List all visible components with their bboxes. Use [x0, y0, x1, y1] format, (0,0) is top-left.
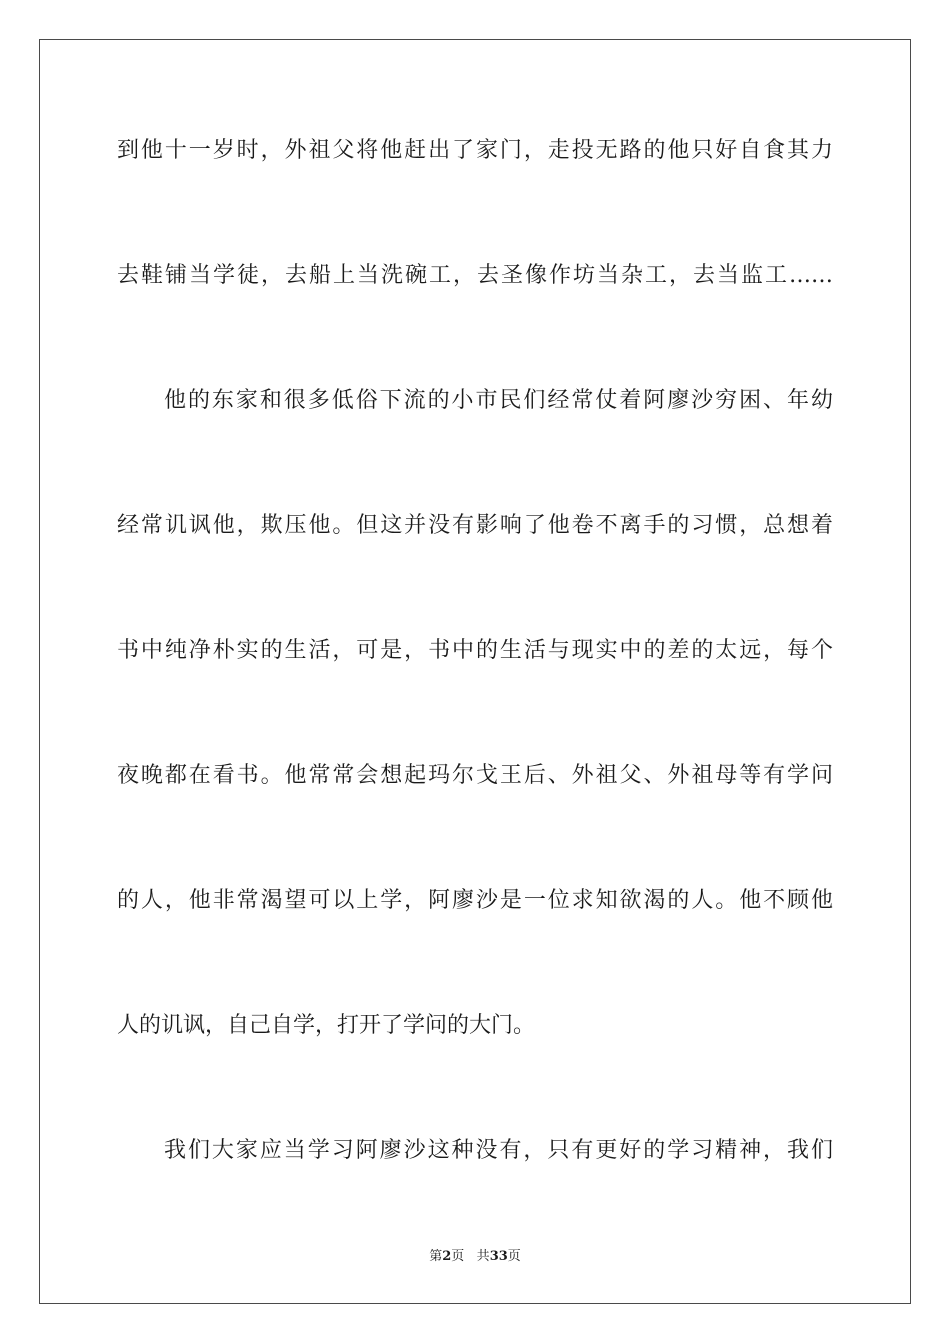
footer-page-prefix: 第 [429, 1249, 443, 1264]
paragraph-end-line: 人的讥讽，自己自学，打开了学问的大门。 [117, 1013, 536, 1038]
body-text-line: 的人，他非常渴望可以上学，阿廖沙是一位求知欲渴的人。他不顾他 [117, 888, 833, 913]
footer-total-prefix: 共 [476, 1249, 490, 1264]
body-text-line: 去鞋铺当学徒，去船上当洗碗工，去圣像作坊当杂工，去当监工…… [117, 263, 833, 288]
footer-total-suffix: 页 [507, 1249, 521, 1264]
paragraph-start-line: 我们大家应当学习阿廖沙这种没有，只有更好的学习精神，我们 [164, 1138, 833, 1163]
current-page-number: 2 [442, 1249, 452, 1264]
page-footer [0, 1248, 950, 1266]
footer-page-suffix: 页 [451, 1249, 465, 1264]
body-text-line: 夜晚都在看书。他常常会想起玛尔戈王后、外祖父、外祖母等有学问 [117, 763, 833, 788]
body-text-line: 到他十一岁时，外祖父将他赶出了家门，走投无路的他只好自食其力 [117, 138, 833, 163]
total-page-count: 33 [489, 1249, 508, 1264]
body-text-line: 经常讥讽他，欺压他。但这并没有影响了他卷不离手的习惯，总想着 [117, 513, 833, 538]
body-text-line: 书中纯净朴实的生活，可是，书中的生活与现实中的差的太远，每个 [117, 638, 833, 663]
page-border [39, 39, 911, 1304]
paragraph-start-line: 他的东家和很多低俗下流的小市民们经常仗着阿廖沙穷困、年幼 [164, 388, 833, 413]
